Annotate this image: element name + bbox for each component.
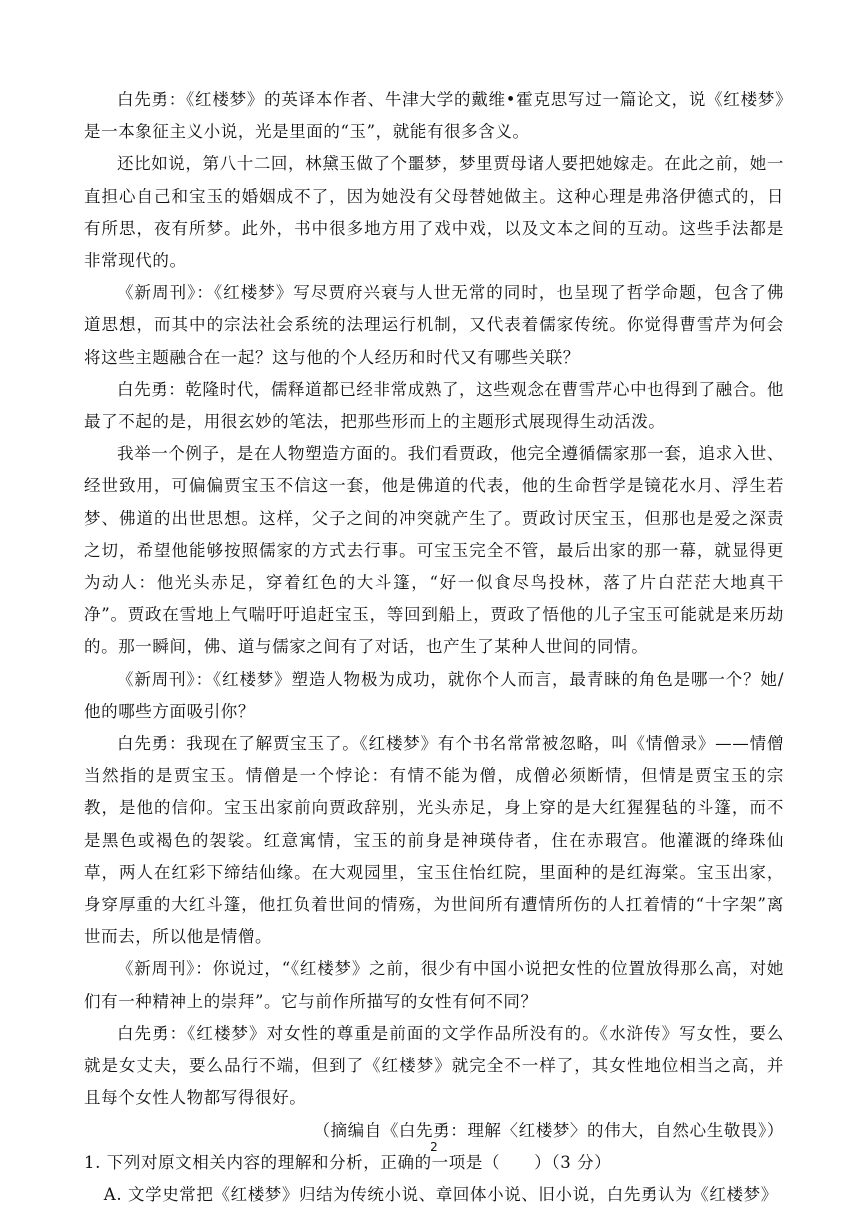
paragraph-2: 还比如说，第八十二回，林黛玉做了个噩梦，梦里贾母诸人要把她嫁走。在此之前，她一直担心自己和宝玉的婚姻成不了，因为她没有父母替她做主。这种心理是弗洛伊德式的，日有所思，夜有所梦。此外，书中很多地方用了戏中戏，以及文本之间的互动。这些手法都是非常现代的。 — [84, 154, 784, 271]
paragraph-4: 白先勇：乾隆时代，儒释道都已经非常成熟了，这些观念在曹雪芹心中也得到了融合。他最了不起的是，用很玄妙的笔法，把那些形而上的主题形式展现得生动活泼。 — [84, 379, 784, 432]
paragraph-1: 白先勇：《红楼梦》的英译本作者、牛津大学的戴维•霍克思写过一篇论文，说《红楼梦》是一本象征主义小说，光是里面的“玉”，就能有很多含义。 — [84, 90, 784, 142]
question-option-a: A. 文学史常把《红楼梦》归结为传统小说、章回体小说、旧小说，白先勇认为《红楼梦》 — [103, 1184, 778, 1204]
source-citation: （摘编自《白先勇：理解〈红楼梦〉的伟大，自然心生敬畏》） — [313, 1120, 784, 1140]
article-body — [84, 84, 784, 1211]
question-stem: 1. 下列对原文相关内容的理解和分析，正确的一项是（ ）（3 分） — [84, 1152, 612, 1172]
page-number: 2 — [430, 1140, 438, 1154]
paragraph-8: 《新周刊》：你说过，“《红楼梦》之前，很少有中国小说把女性的位置放得那么高，对她们有一种精神上的崇拜”。它与前作所描写的女性有何不同？ — [84, 959, 784, 1011]
paragraph-9: 白先勇：《红楼梦》对女性的尊重是前面的文学作品所没有的。《水浒传》写女性，要么就是女丈夫，要么品行不端，但到了《红楼梦》就完全不一样了，其女性地位相当之高，并且每个女性人物都写得很好。 — [84, 1023, 784, 1108]
paragraph-7: 白先勇：我现在了解贾宝玉了。《红楼梦》有个书名常常被忽略，叫《情僧录》——情僧当然指的是贾宝玉。情僧是一个悖论：有情不能为僧，成僧必须断情，但情是贾宝玉的宗教，是他的信仰。宝玉出家前向贾政辞别，光头赤足，身上穿的是大红猩猩毡的斗篷，而不是黑色或褐色的袈裟。红意寓情，宝玉的前身是神瑛侍者，住在赤瑕宫。他灌溉的绛珠仙草，两人在红彩下缔结仙缘。在大观园里，宝玉住怡红院，里面种的是红海棠。宝玉出家，身穿厚重的大红斗篷，他扛负着世间的情殇，为世间所有遭情所伤的人扛着情的“十字架”离世而去，所以他是情僧。 — [84, 734, 784, 947]
paragraph-5: 我举一个例子，是在人物塑造方面的。我们看贾政，他完全遵循儒家那一套，追求入世、经世致用，可偏偏贾宝玉不信这一套，他是佛道的代表，他的生命哲学是镜花水月、浮生若梦、佛道的出世思想。这样，父子之间的冲突就产生了。贾政讨厌宝玉，但那也是爱之深责之切，希望他能够按照儒家的方式去行事。可宝玉完全不管，最后出家的那一幕，就显得更为动人：他光头赤足，穿着红色的大斗篷，“好一似食尽鸟投林，落了片白茫茫大地真干净”。贾政在雪地上气喘吁吁追赶宝玉，等回到船上，贾政了悟他的儿子宝玉可能就是来历劫的。那一瞬间，佛、道与儒家之间有了对话，也产生了某种人世间的同情。 — [84, 444, 784, 657]
paragraph-6: 《新周刊》：《红楼梦》塑造人物极为成功，就你个人而言，最青睐的角色是哪一个？她/他的哪些方面吸引你？ — [84, 669, 784, 721]
paragraph-3: 《新周刊》：《红楼梦》写尽贾府兴衰与人世无常的同时，也呈现了哲学命题，包含了佛道思想，而其中的宗法社会系统的法理运行机制，又代表着儒家传统。你觉得曹雪芹为何会将这些主题融合在一起？这与他的个人经历和时代又有哪些关联？ — [84, 283, 784, 367]
